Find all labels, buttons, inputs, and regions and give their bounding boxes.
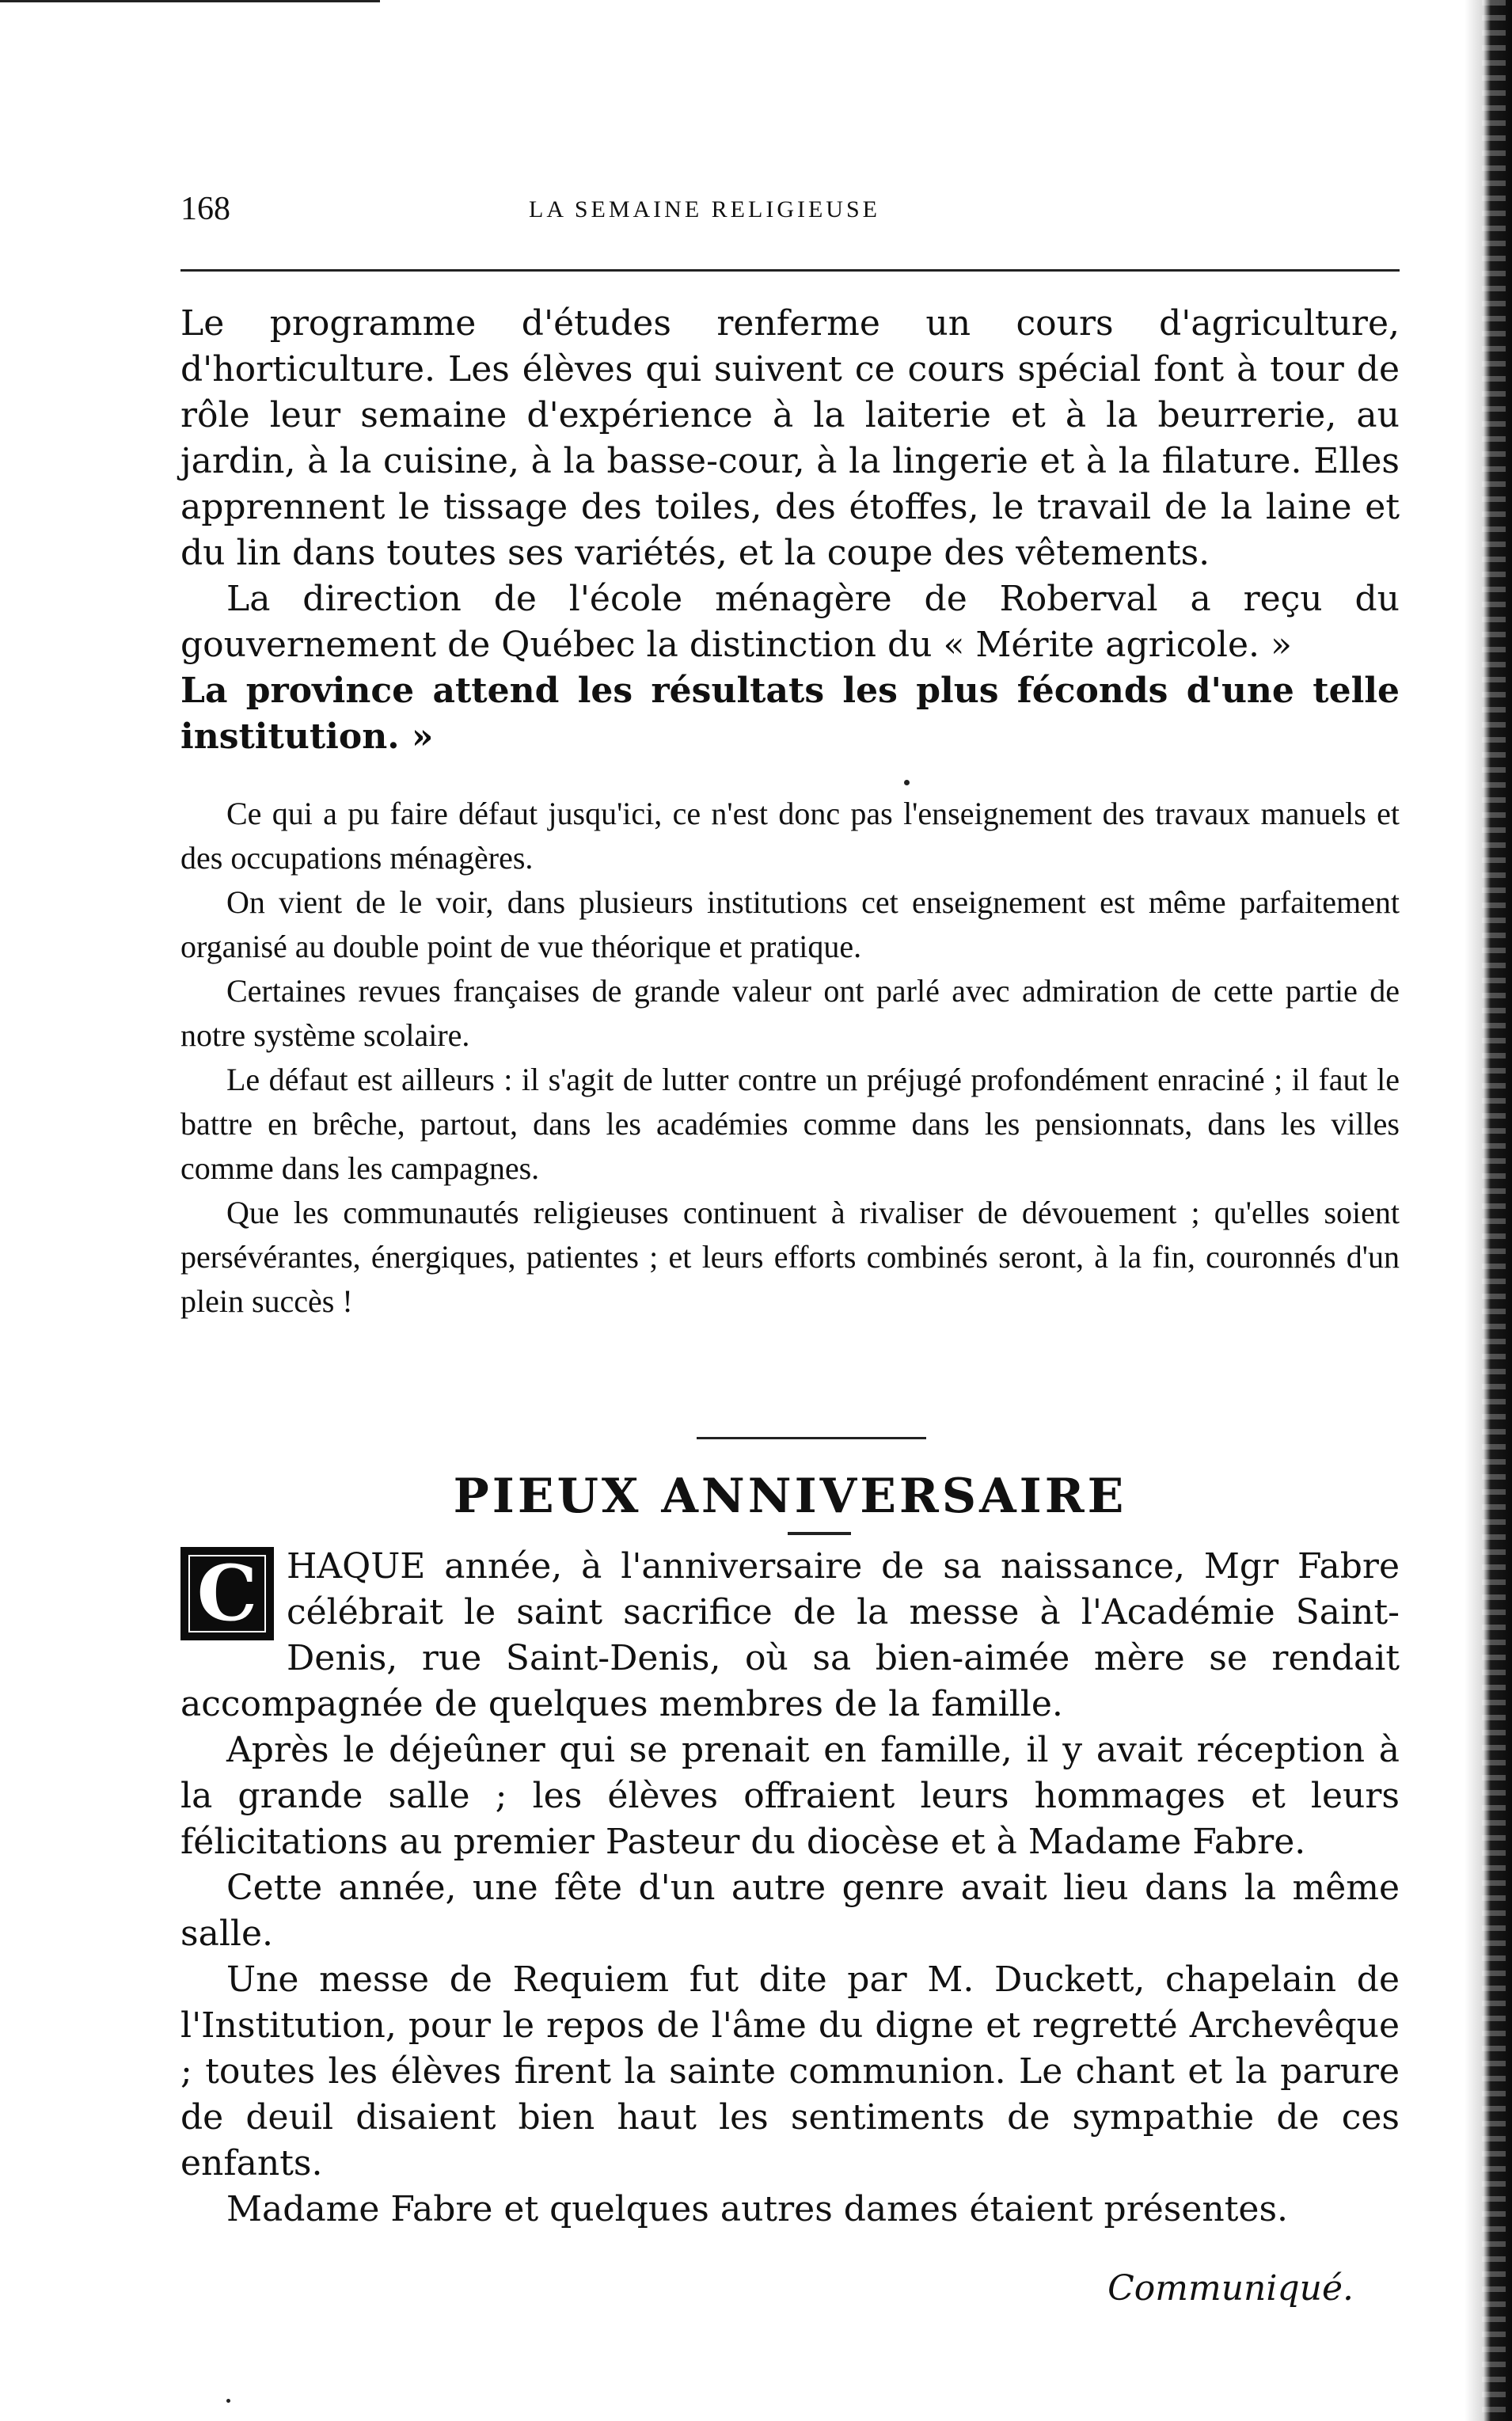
- paragraph: Certaines revues françaises de grande valeur ont parlé avec admiration de cette partie de notre système scolaire.: [180, 973, 1400, 1053]
- anniversary-article: [180, 1544, 1400, 2233]
- paragraph: Madame Fabre et quelques autres dames étaient présentes.: [226, 2189, 1289, 2229]
- page-header: [180, 190, 1400, 238]
- paragraph: Ce qui a pu faire défaut jusqu'ici, ce n'est donc pas l'enseignement des travaux manuels et des occupations ménagères.: [180, 796, 1400, 876]
- scan-speck: [226, 2399, 230, 2403]
- commentary-block: [180, 792, 1400, 1324]
- paragraph: Une messe de Requiem fut dite par M. Duckett, chapelain de l'Institution, pour le repos de l'âme du digne et regretté Archevêque ; toutes les élèves firent la sainte communion. Le chant et la parure de deuil disaient bien haut les sentiments de sympathie de ces enfants.: [180, 1959, 1400, 2183]
- paragraph: Cette année, une fête d'un autre genre avait lieu dans la même salle.: [180, 1868, 1400, 1954]
- binding-edge-texture: [1482, 0, 1506, 2421]
- drop-cap-initial: C: [180, 1547, 274, 1640]
- paragraph: La province attend les résultats les plus féconds d'une telle institution. »: [180, 671, 1400, 757]
- opening-text: HAQUE année, à l'anniversaire de sa naissance, Mgr Fabre célébrait le saint sacrifice de la messe à l'Académie Saint-Denis, rue Saint-Denis, où sa bien-aimée mère se rendait accompagnée de quelques membres de la famille.: [180, 1546, 1400, 1724]
- opening-paragraph: [180, 1544, 1400, 1727]
- scan-top-edge: [0, 0, 380, 2]
- header-rule: [180, 269, 1400, 272]
- paragraph: Que les communautés religieuses continuent à rivaliser de dévouement ; qu'elles soient persévérantes, énergiques, patientes ; et leurs efforts combinés seront, à la fin, couronnés d'un plein succès !: [180, 1195, 1400, 1319]
- title-underline: [788, 1532, 851, 1535]
- paragraph: On vient de le voir, dans plusieurs institutions cet enseignement est même parfaitement organisé au double point de vue théorique et pratique.: [180, 884, 1400, 964]
- paragraph: Le défaut est ailleurs : il s'agit de lutter contre un préjugé profondément enraciné ; il faut le battre en brêche, partout, dans les académies comme dans les pensionnats, dans les villes comme dans les campagnes.: [180, 1062, 1400, 1186]
- paragraph: Après le déjeûner qui se prenait en famille, il y avait réception à la grande salle ; les élèves offraient leurs hommages et leurs félicitations au premier Pasteur du diocèse et à Madame Fabre.: [180, 1730, 1400, 1862]
- section-separator: [697, 1437, 926, 1439]
- section-title: PIEUX ANNIVERSAIRE: [453, 1469, 1127, 1524]
- article-continuation: [180, 301, 1400, 760]
- scan-speck: [904, 780, 910, 785]
- paragraph: Le programme d'études renferme un cours d'agriculture, d'horticulture. Les élèves qui suivent ce cours spécial font à tour de rôle leur semaine d'expérience à la laiterie et à la beurrerie, au jardin, à la cuisine, à la basse-cour, à la lingerie et à la filature. Elles apprennent le tissage des toiles, des étoffes, le travail de la laine et du lin dans toutes ses variétés, et la coupe des vêtements.: [180, 303, 1400, 573]
- running-title: LA SEMAINE RELIGIEUSE: [529, 196, 880, 222]
- page-number: 168: [180, 191, 230, 227]
- signature: Communiqué.: [1107, 2268, 1354, 2309]
- paragraph: La direction de l'école ménagère de Roberval a reçu du gouvernement de Québec la distinction du « Mérite agricole. »: [180, 579, 1400, 665]
